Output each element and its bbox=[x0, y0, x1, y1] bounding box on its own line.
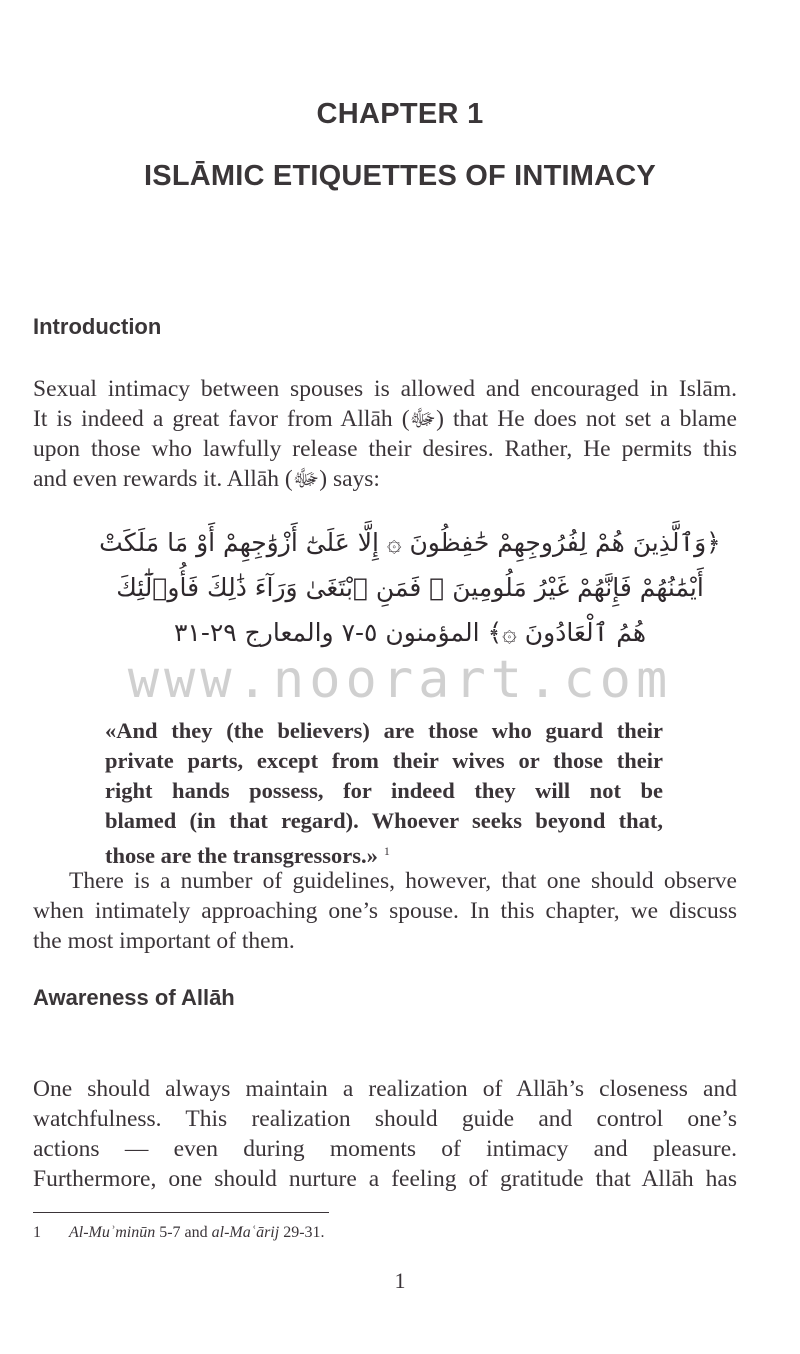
paragraph-line: There is a number of guidelines, however, that one should observe bbox=[69, 868, 737, 894]
translation-line: right hands possess, for indeed they will not be bbox=[105, 778, 663, 803]
paragraph-line: One should always maintain a realization of Allāh’s closeness and bbox=[33, 1076, 737, 1102]
paragraph-line: when intimately approaching one’s spouse. In this chapter, we discuss bbox=[33, 898, 737, 924]
paragraph-line: Furthermore, one should nurture a feeling of gratitude that Allāh has bbox=[33, 1166, 737, 1192]
intro-paragraph bbox=[33, 374, 737, 494]
awareness-paragraph bbox=[33, 1074, 737, 1194]
footnote-reference[interactable]: 1 bbox=[383, 844, 390, 858]
paragraph-line: Sexual intimacy between spouses is allowed and encouraged in Islām. bbox=[33, 376, 737, 402]
paragraph-line: watchfulness. This realization should guide and control one’s bbox=[33, 1106, 737, 1132]
paragraph-line: the most important of them. bbox=[33, 928, 295, 954]
footnote-source: Al-Muʾminūn bbox=[69, 1224, 156, 1241]
footnote-number: 1 bbox=[33, 1224, 41, 1241]
footnote-1 bbox=[33, 1224, 325, 1242]
footnote-range: 29-31. bbox=[279, 1224, 325, 1241]
footnote-range: 5-7 and bbox=[155, 1224, 212, 1241]
paragraph-line: actions — even during moments of intimacy and pleasure. bbox=[33, 1136, 737, 1162]
footnote-divider bbox=[33, 1212, 329, 1213]
translation-line: blamed (in that regard). Whoever seeks beyond that, bbox=[105, 808, 663, 833]
paragraph-line: upon those who lawfully release their desires. Rather, He permits this bbox=[33, 436, 737, 462]
translation-line: private parts, except from their wives or those their bbox=[105, 748, 663, 773]
chapter-title: ISLĀMIC ETIQUETTES OF INTIMACY bbox=[144, 160, 656, 192]
verse-translation bbox=[105, 716, 663, 871]
quran-arabic-verse bbox=[90, 520, 730, 655]
page-number: 1 bbox=[394, 1268, 406, 1293]
paragraph-line: It is indeed a great favor from Allāh (ﷻ) that He does not set a blame bbox=[33, 406, 737, 432]
arabic-line: هُمُ ٱلْعَادُونَ ۞﴾ المؤمنون ٥-٧ والمعارج ٢٩-٣١ bbox=[173, 618, 647, 647]
section-heading-introduction: Introduction bbox=[33, 314, 162, 339]
paragraph-line: and even rewards it. Allāh (ﷻ) says: bbox=[33, 466, 380, 492]
arabic-line: أَيْمَٰنُهُمْ فَإِنَّهُمْ غَيْرُ مَلُومِينَ ۞ فَمَنِ ٱبْتَغَىٰ وَرَآءَ ذَٰلِكَ فَأُو۟لَٰٓئِكَ bbox=[116, 573, 704, 602]
guidelines-paragraph bbox=[33, 866, 737, 956]
chapter-number: CHAPTER 1 bbox=[316, 98, 484, 130]
footnote-source: al-Maʿārij bbox=[211, 1224, 280, 1241]
arabic-line: ﴿وَٱلَّذِينَ هُمْ لِفُرُوجِهِمْ حَٰفِظُونَ ۞ إِلَّا عَلَىٰٓ أَزْوَٰجِهِمْ أَوْ مَا مَلَكَتْ bbox=[99, 528, 721, 557]
section-heading-awareness: Awareness of Allāh bbox=[33, 985, 235, 1010]
translation-line: those are the transgressors.» bbox=[105, 843, 378, 868]
watermark: www.noorart.com bbox=[127, 650, 673, 710]
translation-line: «And they (the believers) are those who guard their bbox=[105, 718, 663, 743]
